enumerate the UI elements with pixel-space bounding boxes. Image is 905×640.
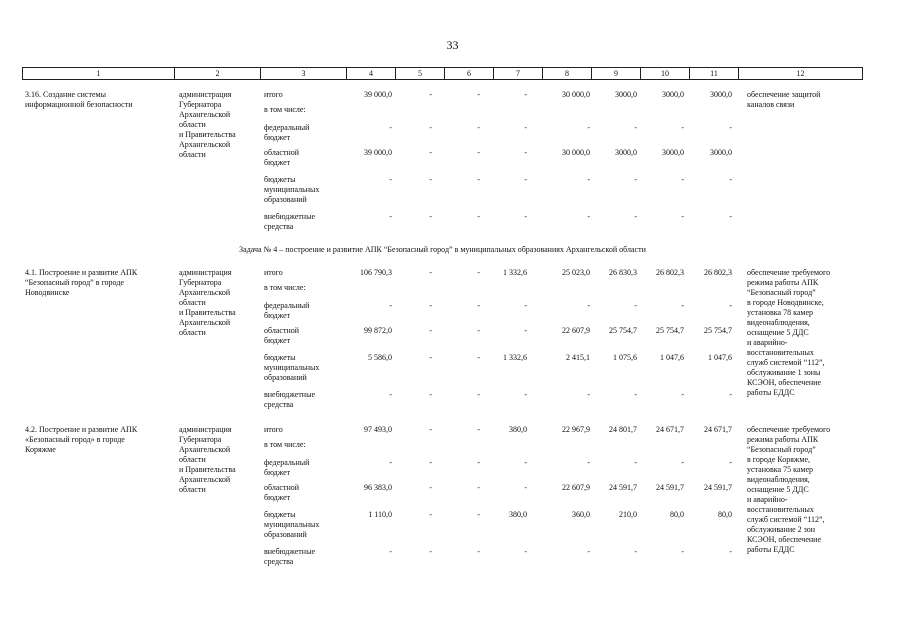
- expected-result-line: в городе Коряжме,: [747, 455, 811, 464]
- funding-value-cell: 80,0: [670, 510, 684, 519]
- funding-source-label: в том числе:: [264, 283, 306, 292]
- funding-value-cell: 3000,0: [615, 90, 637, 99]
- funding-value-cell: -: [389, 175, 392, 184]
- expected-result-line: обеспечение требуемого: [747, 425, 831, 434]
- executor-line: области: [179, 150, 206, 159]
- funding-value-cell: -: [429, 90, 432, 99]
- funding-source-label: муниципальных: [264, 363, 320, 372]
- funding-value-cell: -: [634, 458, 637, 467]
- funding-value-cell: 80,0: [718, 510, 732, 519]
- funding-value-cell: -: [477, 390, 480, 399]
- funding-value-cell: 24 591,7: [704, 483, 732, 492]
- expected-result-line: режима работы АПК: [747, 435, 819, 444]
- funding-value-cell: -: [587, 390, 590, 399]
- funding-value-cell: -: [681, 458, 684, 467]
- funding-value-cell: -: [587, 123, 590, 132]
- funding-value-cell: 1 332,6: [503, 353, 527, 362]
- expected-result-line: обеспечение защитой: [747, 90, 821, 99]
- expected-result-line: оснащение 5 ДДС: [747, 485, 809, 494]
- funding-value-cell: 25 023,0: [562, 268, 590, 277]
- executor-line: администрация: [179, 425, 232, 434]
- funding-value-cell: -: [524, 483, 527, 492]
- column-header-1: 1: [23, 68, 175, 80]
- executor-line: и Правительства: [179, 465, 236, 474]
- funding-value-cell: -: [681, 390, 684, 399]
- column-header-4: 4: [347, 68, 396, 80]
- column-header-3: 3: [261, 68, 347, 80]
- funding-value-cell: -: [429, 547, 432, 556]
- funding-value-cell: 3000,0: [662, 148, 684, 157]
- funding-source-label: бюджет: [264, 336, 291, 345]
- executor-line: Архангельской: [179, 445, 231, 454]
- funding-value-cell: -: [429, 148, 432, 157]
- funding-value-cell: -: [477, 326, 480, 335]
- funding-source-label: федеральный: [264, 301, 310, 310]
- funding-source-label: бюджет: [264, 133, 291, 142]
- funding-source-label: итого: [264, 268, 283, 277]
- funding-value-cell: -: [477, 458, 480, 467]
- funding-value-cell: -: [429, 390, 432, 399]
- funding-source-label: бюджеты: [264, 175, 296, 184]
- expected-result-line: “Безопасный город”: [747, 288, 816, 297]
- funding-value-cell: -: [477, 510, 480, 519]
- executor-line: Архангельской: [179, 318, 231, 327]
- funding-value-cell: 380,0: [509, 510, 527, 519]
- funding-value-cell: -: [524, 301, 527, 310]
- funding-value-cell: -: [524, 148, 527, 157]
- funding-value-cell: 1 047,6: [660, 353, 684, 362]
- column-header-7: 7: [494, 68, 543, 80]
- funding-value-cell: -: [729, 458, 732, 467]
- funding-value-cell: -: [389, 390, 392, 399]
- funding-value-cell: 22 967,9: [562, 425, 590, 434]
- column-header-11: 11: [690, 68, 739, 80]
- funding-source-label: в том числе:: [264, 105, 306, 114]
- funding-value-cell: -: [681, 212, 684, 221]
- activity-name-line: 4.1. Построение и развитие АПК: [25, 268, 138, 277]
- funding-value-cell: -: [681, 123, 684, 132]
- funding-source-label: образований: [264, 373, 307, 382]
- funding-value-cell: 26 830,3: [609, 268, 637, 277]
- column-header-6: 6: [445, 68, 494, 80]
- funding-value-cell: -: [389, 458, 392, 467]
- funding-value-cell: -: [634, 390, 637, 399]
- funding-value-cell: 3000,0: [615, 148, 637, 157]
- funding-source-label: в том числе:: [264, 440, 306, 449]
- activity-name-line: информационной безопасности: [25, 100, 133, 109]
- funding-value-cell: 25 754,7: [609, 326, 637, 335]
- expected-result-line: восстановительных: [747, 505, 814, 514]
- funding-value-cell: -: [681, 547, 684, 556]
- funding-value-cell: 1 075,6: [613, 353, 637, 362]
- funding-value-cell: 3000,0: [710, 148, 732, 157]
- expected-result-line: установка 78 камер: [747, 308, 813, 317]
- activity-name-line: 4.2. Построение и развитие АПК: [25, 425, 138, 434]
- funding-value-cell: -: [389, 547, 392, 556]
- funding-source-label: муниципальных: [264, 185, 320, 194]
- funding-source-label: внебюджетные: [264, 212, 315, 221]
- executor-line: Губернатора: [179, 100, 222, 109]
- funding-source-label: областной: [264, 148, 300, 157]
- activity-name-line: «Безопасный город» в городе: [25, 435, 125, 444]
- funding-value-cell: 1 110,0: [368, 510, 392, 519]
- expected-result-line: и аварийно-: [747, 338, 788, 347]
- funding-value-cell: -: [634, 175, 637, 184]
- funding-value-cell: -: [477, 90, 480, 99]
- column-header-12: 12: [739, 68, 863, 80]
- executor-line: Архангельской: [179, 475, 231, 484]
- funding-value-cell: 26 802,3: [656, 268, 684, 277]
- funding-value-cell: 24 801,7: [609, 425, 637, 434]
- funding-value-cell: -: [389, 123, 392, 132]
- funding-source-label: бюджет: [264, 311, 291, 320]
- column-header-9: 9: [592, 68, 641, 80]
- funding-value-cell: -: [681, 301, 684, 310]
- funding-value-cell: 24 671,7: [656, 425, 684, 434]
- funding-source-label: итого: [264, 90, 283, 99]
- activity-name-line: “Безопасный город” в городе: [25, 278, 124, 287]
- funding-source-label: средства: [264, 222, 294, 231]
- funding-value-cell: -: [477, 425, 480, 434]
- column-header-table: [22, 67, 863, 80]
- funding-value-cell: -: [729, 301, 732, 310]
- expected-result-line: восстановительных: [747, 348, 814, 357]
- executor-line: администрация: [179, 90, 232, 99]
- funding-source-label: областной: [264, 326, 300, 335]
- funding-value-cell: -: [634, 301, 637, 310]
- activity-name-line: 3.16. Создание системы: [25, 90, 106, 99]
- funding-value-cell: -: [429, 301, 432, 310]
- expected-result-line: обслуживание 2 зон: [747, 525, 816, 534]
- funding-value-cell: -: [524, 212, 527, 221]
- funding-value-cell: 97 493,0: [364, 425, 392, 434]
- funding-value-cell: 5 586,0: [368, 353, 392, 362]
- expected-result-line: работы ЕДДС: [747, 545, 795, 554]
- funding-value-cell: 39 000,0: [364, 90, 392, 99]
- expected-result-line: обеспечение требуемого: [747, 268, 831, 277]
- funding-value-cell: -: [587, 301, 590, 310]
- funding-source-label: средства: [264, 400, 294, 409]
- expected-result-line: режима работы АПК: [747, 278, 819, 287]
- executor-line: области: [179, 455, 206, 464]
- funding-source-label: средства: [264, 557, 294, 566]
- funding-value-cell: 99 872,0: [364, 326, 392, 335]
- funding-value-cell: -: [729, 123, 732, 132]
- funding-value-cell: -: [524, 547, 527, 556]
- funding-value-cell: -: [477, 547, 480, 556]
- funding-value-cell: -: [477, 301, 480, 310]
- funding-value-cell: -: [389, 212, 392, 221]
- page-number: 33: [446, 38, 459, 52]
- funding-value-cell: -: [634, 547, 637, 556]
- funding-value-cell: -: [429, 425, 432, 434]
- funding-value-cell: 3000,0: [662, 90, 684, 99]
- funding-value-cell: -: [729, 390, 732, 399]
- funding-value-cell: 1 047,6: [708, 353, 732, 362]
- funding-value-cell: -: [477, 483, 480, 492]
- funding-value-cell: -: [477, 353, 480, 362]
- funding-source-label: федеральный: [264, 458, 310, 467]
- funding-value-cell: -: [524, 390, 527, 399]
- funding-value-cell: 2 415,1: [566, 353, 590, 362]
- funding-source-label: внебюджетные: [264, 390, 315, 399]
- column-header-5: 5: [396, 68, 445, 80]
- funding-value-cell: -: [729, 175, 732, 184]
- funding-value-cell: -: [524, 458, 527, 467]
- funding-source-label: внебюджетные: [264, 547, 315, 556]
- funding-value-cell: 30 000,0: [562, 90, 590, 99]
- funding-source-label: бюджеты: [264, 510, 296, 519]
- funding-source-label: бюджет: [264, 158, 291, 167]
- executor-line: Губернатора: [179, 435, 222, 444]
- funding-value-cell: -: [524, 90, 527, 99]
- funding-value-cell: -: [389, 301, 392, 310]
- funding-value-cell: -: [729, 547, 732, 556]
- funding-value-cell: -: [477, 175, 480, 184]
- executor-line: области: [179, 328, 206, 337]
- executor-line: области: [179, 120, 206, 129]
- funding-value-cell: 1 332,6: [503, 268, 527, 277]
- funding-value-cell: -: [729, 212, 732, 221]
- expected-result-line: работы ЕДДС: [747, 388, 795, 397]
- funding-value-cell: -: [477, 268, 480, 277]
- funding-value-cell: 360,0: [572, 510, 590, 519]
- funding-value-cell: -: [587, 547, 590, 556]
- funding-value-cell: 22 607,9: [562, 483, 590, 492]
- funding-value-cell: -: [429, 326, 432, 335]
- funding-value-cell: -: [477, 148, 480, 157]
- expected-result-line: видеонаблюдения,: [747, 318, 810, 327]
- funding-value-cell: -: [587, 458, 590, 467]
- funding-source-label: итого: [264, 425, 283, 434]
- executor-line: администрация: [179, 268, 232, 277]
- funding-value-cell: 24 671,7: [704, 425, 732, 434]
- expected-result-line: обслуживание 1 зоны: [747, 368, 821, 377]
- funding-source-label: бюджет: [264, 468, 291, 477]
- expected-result-line: в городе Новодвинске,: [747, 298, 824, 307]
- column-header-10: 10: [641, 68, 690, 80]
- funding-value-cell: 210,0: [619, 510, 637, 519]
- funding-value-cell: 39 000,0: [364, 148, 392, 157]
- funding-source-label: бюджеты: [264, 353, 296, 362]
- activity-name-line: Новодвинске: [25, 288, 70, 297]
- funding-value-cell: 24 591,7: [656, 483, 684, 492]
- funding-value-cell: -: [681, 175, 684, 184]
- expected-result-line: служб системой “112”,: [747, 358, 825, 367]
- funding-value-cell: -: [524, 123, 527, 132]
- expected-result-line: “Безопасный город”: [747, 445, 816, 454]
- funding-value-cell: -: [634, 212, 637, 221]
- funding-value-cell: -: [634, 123, 637, 132]
- executor-line: Архангельской: [179, 140, 231, 149]
- funding-value-cell: -: [524, 175, 527, 184]
- funding-value-cell: -: [429, 458, 432, 467]
- executor-line: области: [179, 298, 206, 307]
- funding-value-cell: -: [429, 212, 432, 221]
- expected-result-line: КСЭОН, обеспечение: [747, 378, 821, 387]
- funding-value-cell: -: [429, 353, 432, 362]
- funding-value-cell: -: [524, 326, 527, 335]
- funding-value-cell: -: [429, 175, 432, 184]
- funding-source-label: образований: [264, 530, 307, 539]
- funding-value-cell: 380,0: [509, 425, 527, 434]
- funding-value-cell: 106 790,3: [360, 268, 392, 277]
- executor-line: Губернатора: [179, 278, 222, 287]
- funding-value-cell: -: [587, 212, 590, 221]
- expected-result-line: КСЭОН, обеспечение: [747, 535, 821, 544]
- funding-value-cell: -: [429, 483, 432, 492]
- funding-value-cell: -: [477, 123, 480, 132]
- funding-value-cell: 26 802,3: [704, 268, 732, 277]
- expected-result-line: служб системой “112”,: [747, 515, 825, 524]
- executor-line: Архангельской: [179, 288, 231, 297]
- funding-value-cell: -: [429, 268, 432, 277]
- expected-result-line: установка 75 камер: [747, 465, 813, 474]
- executor-line: и Правительства: [179, 308, 236, 317]
- funding-source-label: образований: [264, 195, 307, 204]
- executor-line: и Правительства: [179, 130, 236, 139]
- task-heading: Задача № 4 – построение и развитие АПК “Безопасный город” в муниципальных образованиях Архангельской области: [239, 245, 646, 254]
- funding-value-cell: 25 754,7: [704, 326, 732, 335]
- funding-source-label: бюджет: [264, 493, 291, 502]
- funding-source-label: областной: [264, 483, 300, 492]
- funding-value-cell: -: [587, 175, 590, 184]
- funding-value-cell: -: [429, 510, 432, 519]
- funding-value-cell: 96 383,0: [364, 483, 392, 492]
- activity-name-line: Коряжме: [25, 445, 56, 454]
- funding-value-cell: 3000,0: [710, 90, 732, 99]
- funding-value-cell: -: [429, 123, 432, 132]
- funding-source-label: федеральный: [264, 123, 310, 132]
- executor-line: Архангельской: [179, 110, 231, 119]
- funding-value-cell: -: [477, 212, 480, 221]
- funding-value-cell: 30 000,0: [562, 148, 590, 157]
- expected-result-line: видеонаблюдения,: [747, 475, 810, 484]
- expected-result-line: оснащение 5 ДДС: [747, 328, 809, 337]
- column-header-2: 2: [175, 68, 261, 80]
- funding-value-cell: 24 591,7: [609, 483, 637, 492]
- expected-result-line: и аварийно-: [747, 495, 788, 504]
- expected-result-line: каналов связи: [747, 100, 795, 109]
- funding-source-label: муниципальных: [264, 520, 320, 529]
- executor-line: области: [179, 485, 206, 494]
- funding-value-cell: 25 754,7: [656, 326, 684, 335]
- funding-value-cell: 22 607,9: [562, 326, 590, 335]
- column-header-8: 8: [543, 68, 592, 80]
